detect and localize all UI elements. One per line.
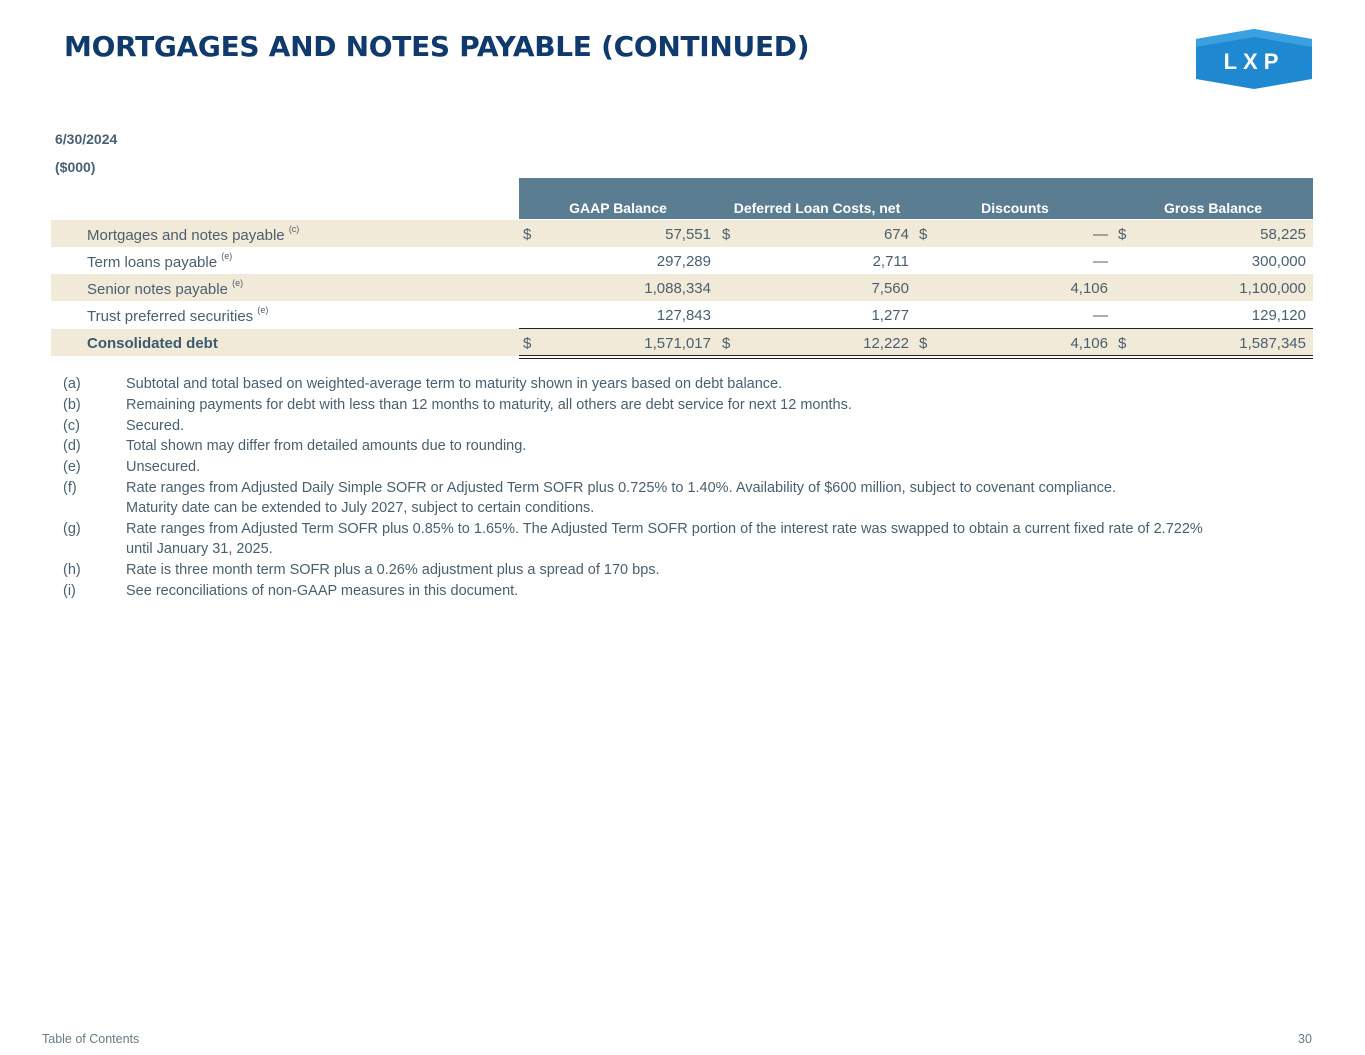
gaap-balance: 57,551 xyxy=(665,226,711,243)
col-header-gaap: GAAP Balance xyxy=(569,200,667,216)
gross-balance: 1,100,000 xyxy=(1239,280,1306,297)
gross-balance: 129,120 xyxy=(1251,307,1306,324)
deferred-costs: 12,222 xyxy=(863,335,909,352)
col-header-gross: Gross Balance xyxy=(1163,200,1263,216)
gross-balance: 300,000 xyxy=(1251,253,1306,270)
col-header-deferred: Deferred Loan Costs, net xyxy=(733,200,901,216)
row-label: Consolidated debt xyxy=(87,335,218,352)
gross-balance: 1,587,345 xyxy=(1239,335,1306,352)
deferred-costs: 2,711 xyxy=(872,253,909,270)
discounts: — xyxy=(1093,253,1108,270)
dollar-sign: $ xyxy=(1118,335,1127,352)
col-header-discounts: Discounts xyxy=(981,200,1049,216)
gaap-balance: 1,571,017 xyxy=(644,335,711,352)
row-label: Senior notes payable $^{(e)}$ xyxy=(87,278,244,298)
dollar-sign: $ xyxy=(919,335,928,352)
discounts: — xyxy=(1093,226,1108,243)
discounts: — xyxy=(1093,307,1108,324)
dollar-sign: $ xyxy=(1118,226,1127,243)
table-row xyxy=(51,301,1313,328)
page-title: MORTGAGES AND NOTES PAYABLE (CONTINUED) xyxy=(64,30,810,63)
table-row xyxy=(51,247,1313,274)
report-date: 6/30/2024 xyxy=(55,131,118,147)
discounts: 4,106 xyxy=(1070,335,1108,352)
dollar-sign: $ xyxy=(722,335,731,352)
gaap-balance: 127,843 xyxy=(656,307,711,324)
table-row-total xyxy=(51,329,1313,356)
total-double-rule-top xyxy=(519,355,1313,356)
dollar-sign: $ xyxy=(523,335,532,352)
page-number: 30 xyxy=(1298,1032,1312,1046)
total-double-rule-bottom xyxy=(519,358,1313,359)
gaap-balance: 1,088,334 xyxy=(644,280,711,297)
report-unit: ($000) xyxy=(55,159,96,175)
row-label: Mortgages and notes payable $^{(c)}$ xyxy=(87,224,300,244)
table-of-contents-link[interactable]: Table of Contents xyxy=(42,1032,140,1046)
deferred-costs: 674 xyxy=(883,226,909,243)
logo-text: LXP xyxy=(1223,49,1285,74)
row-label: Trust preferred securities $^{(e)}$ xyxy=(87,305,269,325)
lxp-logo xyxy=(1188,29,1314,89)
deferred-costs: 1,277 xyxy=(871,307,909,324)
discounts: 4,106 xyxy=(1070,280,1108,297)
dollar-sign: $ xyxy=(722,226,731,243)
row-label: Term loans payable $^{(e)}$ xyxy=(87,251,233,271)
dollar-sign: $ xyxy=(919,226,928,243)
dollar-sign: $ xyxy=(523,226,532,243)
deferred-costs: 7,560 xyxy=(871,280,909,297)
table-row xyxy=(51,220,1313,247)
gaap-balance: 297,289 xyxy=(656,253,711,270)
table-row xyxy=(51,274,1313,301)
gross-balance: 58,225 xyxy=(1260,226,1306,243)
